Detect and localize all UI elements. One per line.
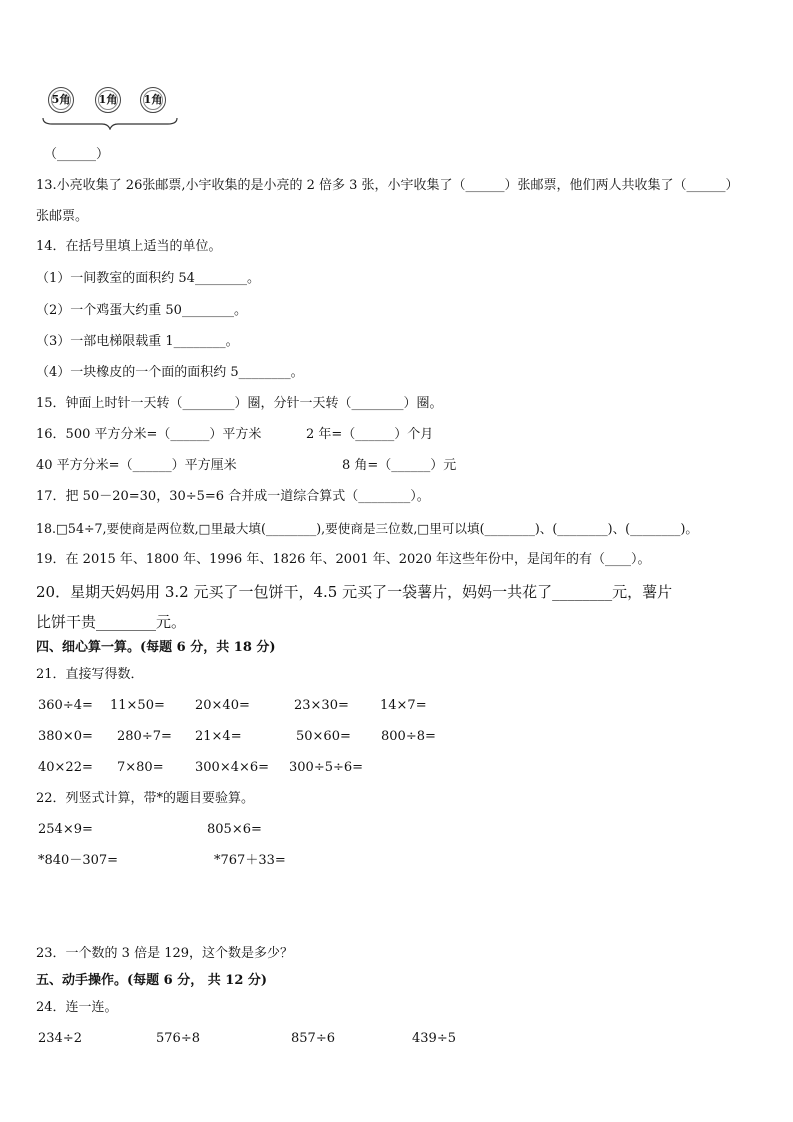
coin-1-jiao: 1角 — [95, 87, 121, 113]
mental-math-item: 360÷4= — [38, 698, 93, 713]
question-20: 20．星期天妈妈用 3.2 元买了一包饼干，4.5 元买了一袋薯片，妈妈一共花了________元，薯片 — [36, 583, 673, 601]
coin-5-jiao: 5角 — [48, 87, 74, 113]
mental-math-item: 300×4×6= — [195, 760, 270, 775]
mental-math-item: 11×50= — [110, 698, 165, 713]
question-13: 13.小亮收集了 26张邮票,小宇收集的是小亮的 2 倍多 3 张，小宇收集了（______）张邮票，他们两人共收集了（______） — [36, 178, 739, 193]
coin-answer-blank: （______） — [44, 147, 110, 162]
match-item: 234÷2 — [38, 1031, 82, 1046]
mental-math-item: 800÷8= — [381, 729, 436, 744]
match-item: 857÷6 — [291, 1031, 335, 1046]
mental-math-item: 40×22= — [38, 760, 93, 775]
column-calc-item: 805×6= — [207, 822, 262, 837]
mental-math-item: 23×30= — [294, 698, 349, 713]
question-15: 15．钟面上时针一天转（________）圈，分针一天转（________）圈。 — [36, 396, 443, 411]
question-16-a: 16．500 平方分米=（______）平方米 — [36, 427, 262, 442]
brace-icon — [40, 116, 180, 130]
question-14-3: （3）一部电梯限载重 1________。 — [36, 334, 239, 349]
column-calc-item: *767＋33= — [214, 853, 286, 868]
column-calc-item: *840－307= — [38, 853, 119, 868]
mental-math-item: 21×4= — [195, 729, 242, 744]
mental-math-item: 20×40= — [195, 698, 250, 713]
question-14-1: （1）一间教室的面积约 54________。 — [36, 271, 260, 286]
question-14: 14．在括号里填上适当的单位。 — [36, 239, 222, 254]
question-16-c: 40 平方分米=（______）平方厘米 — [36, 458, 237, 473]
question-16-b: 2 年=（______）个月 — [306, 427, 434, 442]
mental-math-item: 14×7= — [380, 698, 427, 713]
question-21: 21．直接写得数． — [36, 667, 144, 682]
question-19: 19．在 2015 年、1800 年、1996 年、1826 年、2001 年、2020 年这些年份中，是闰年的有（____）。 — [36, 552, 651, 567]
question-24: 24．连一连。 — [36, 1000, 118, 1015]
match-item: 576÷8 — [156, 1031, 200, 1046]
section-4-heading: 四、细心算一算。(每题 6 分，共 18 分) — [36, 640, 276, 655]
question-17: 17．把 50－20=30，30÷5=6 合并成一道综合算式（________）。 — [36, 489, 430, 504]
coin-1-jiao: 1角 — [140, 87, 166, 113]
mental-math-item: 50×60= — [296, 729, 351, 744]
mental-math-item: 380×0= — [38, 729, 93, 744]
mental-math-item: 280÷7= — [117, 729, 172, 744]
question-14-4: （4）一块橡皮的一个面的面积约 5________。 — [36, 365, 304, 380]
question-14-2: （2）一个鸡蛋大约重 50________。 — [36, 303, 247, 318]
question-20-cont: 比饼干贵________元。 — [36, 613, 187, 631]
question-16-d: 8 角=（______）元 — [342, 458, 457, 473]
mental-math-item: 300÷5÷6= — [289, 760, 364, 775]
question-22: 22．列竖式计算，带*的题目要验算。 — [36, 791, 255, 806]
match-item: 439÷5 — [412, 1031, 456, 1046]
question-23: 23．一个数的 3 倍是 129，这个数是多少？ — [36, 946, 294, 961]
question-13-cont: 张邮票。 — [36, 209, 89, 224]
section-5-heading: 五、动手操作。(每题 6 分， 共 12 分) — [36, 973, 268, 988]
column-calc-item: 254×9= — [38, 822, 93, 837]
question-18: 18.□54÷7,要使商是两位数,□里最大填(________),要使商是三位数,□里可以填(________)、(________)、(________)。 — [36, 521, 698, 536]
mental-math-item: 7×80= — [117, 760, 164, 775]
